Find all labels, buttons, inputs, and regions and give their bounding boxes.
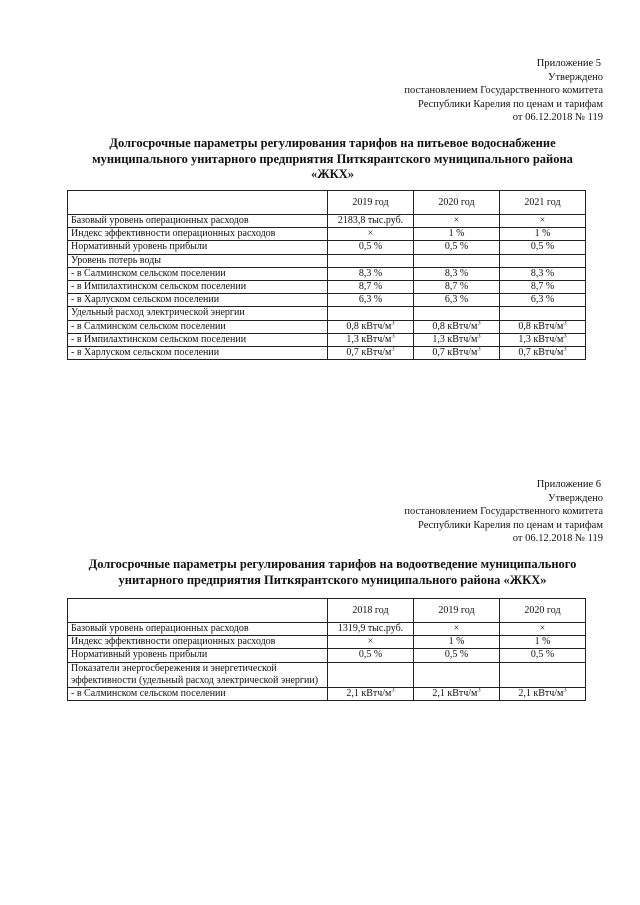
row-label: Базовый уровень операционных расходов: [68, 215, 328, 228]
cubic-superscript: 3: [563, 687, 567, 694]
table-row: [68, 280, 586, 293]
cell-value: 1319,9 тыс.руб.: [328, 623, 414, 636]
title-line: унитарного предприятия Питкярантского муниципального района «ЖКХ»: [118, 572, 547, 587]
value-text: 2,1 кВтч/м: [432, 687, 478, 699]
value-text: 0,7 кВтч/м: [518, 346, 564, 358]
cell-value: [414, 333, 500, 346]
value-text: 0,7 кВтч/м: [346, 346, 392, 358]
table-row: [68, 241, 586, 254]
cell-value: 8,7 %: [500, 280, 586, 293]
cell-value: 2183,8 тыс.руб.: [328, 215, 414, 228]
table-row: [68, 346, 586, 359]
cell-value: [328, 346, 414, 359]
header-year: 2019 год: [414, 599, 500, 623]
row-label: Индекс эффективности операционных расходов: [68, 636, 328, 649]
cell-value: 0,5 %: [328, 241, 414, 254]
table-row: [68, 687, 586, 700]
row-label: Нормативный уровень прибыли: [68, 649, 328, 662]
cell-value: [500, 320, 586, 333]
cell-value: 8,7 %: [414, 280, 500, 293]
table-row: [68, 649, 586, 662]
cell-value: 1 %: [500, 636, 586, 649]
row-label: - в Импилахтинском сельском поселении: [68, 333, 328, 346]
cell-value: [500, 662, 586, 687]
cell-value: [328, 307, 414, 320]
cell-value: ×: [500, 215, 586, 228]
cell-value: ×: [500, 623, 586, 636]
value-text: 2,1 кВтч/м: [518, 687, 564, 699]
row-label: Уровень потерь воды: [68, 254, 328, 267]
row-label: - в Салминском сельском поселении: [68, 267, 328, 280]
approval-authority-line1: постановлением Государственного комитета: [404, 506, 603, 517]
title-line: Долгосрочные параметры регулирования тарифов на водоотведение муниципального: [88, 557, 577, 571]
cell-value: [328, 320, 414, 333]
cell-value: 8,7 %: [328, 280, 414, 293]
title-line: муниципального унитарного предприятия Питкярантского муниципального района: [92, 151, 573, 166]
cell-value: 8,3 %: [500, 267, 586, 280]
cubic-superscript: 3: [391, 320, 395, 327]
cubic-superscript: 3: [477, 333, 481, 340]
row-label: Удельный расход электрической энергии: [68, 307, 328, 320]
cell-value: [414, 346, 500, 359]
header-empty-cell: [68, 599, 328, 623]
approval-date: от 06.12.2018 № 119: [512, 112, 603, 123]
table-row: [68, 215, 586, 228]
value-text: 1,3 кВтч/м: [432, 333, 478, 345]
cell-value: ×: [328, 636, 414, 649]
appendix-number: Приложение 6: [536, 479, 601, 490]
cell-value: [500, 333, 586, 346]
cubic-superscript: 3: [563, 333, 567, 340]
approved-label: Утверждено: [548, 492, 603, 504]
cell-value: 6,3 %: [414, 294, 500, 307]
cell-value: [500, 687, 586, 700]
cell-value: [328, 333, 414, 346]
table-row: [68, 636, 586, 649]
cell-value: 1 %: [500, 228, 586, 241]
cell-value: 6,3 %: [500, 294, 586, 307]
cubic-superscript: 3: [477, 687, 481, 694]
cubic-superscript: 3: [477, 320, 481, 327]
cubic-superscript: 3: [563, 346, 567, 353]
cell-value: [414, 687, 500, 700]
cell-value: ×: [414, 623, 500, 636]
row-label: Базовый уровень операционных расходов: [68, 623, 328, 636]
table-row: [68, 267, 586, 280]
header-year: 2020 год: [500, 599, 586, 623]
cell-value: [328, 254, 414, 267]
header-year: 2019 год: [328, 191, 414, 215]
row-label: - в Салминском сельском поселении: [68, 320, 328, 333]
value-text: 0,8 кВтч/м: [432, 320, 478, 332]
cell-value: 8,3 %: [414, 267, 500, 280]
table-row: [68, 623, 586, 636]
table-row: [68, 307, 586, 320]
table-header-row: [68, 599, 586, 623]
value-text: 2,1 кВтч/м: [346, 687, 392, 699]
cell-value: 0,5 %: [500, 649, 586, 662]
cell-value: 0,5 %: [414, 649, 500, 662]
appendix-number: Приложение 5: [536, 58, 601, 69]
cubic-superscript: 3: [391, 687, 395, 694]
row-label: Показатели энергосбережения и энергетической эффективности (удельный расход электрической энергии): [68, 662, 328, 687]
cell-value: [414, 320, 500, 333]
approved-label: Утверждено: [548, 71, 603, 83]
row-label: Нормативный уровень прибыли: [68, 241, 328, 254]
table-row: [68, 294, 586, 307]
appendix-6-parameters-table: [67, 598, 586, 701]
cell-value: [500, 346, 586, 359]
approval-date: от 06.12.2018 № 119: [512, 533, 603, 544]
cell-value: 1 %: [414, 228, 500, 241]
cubic-superscript: 3: [391, 346, 395, 353]
table-row: [68, 333, 586, 346]
cell-value: [414, 254, 500, 267]
cell-value: [414, 662, 500, 687]
header-year: 2018 год: [328, 599, 414, 623]
cell-value: ×: [414, 215, 500, 228]
appendix-6-title: [60, 557, 605, 588]
approval-authority-line2: Республики Карелия по ценам и тарифам: [418, 519, 603, 531]
cell-value: [328, 687, 414, 700]
row-label: - в Салминском сельском поселении: [68, 687, 328, 700]
appendix-5-parameters-table: [67, 190, 586, 360]
cell-value: 8,3 %: [328, 267, 414, 280]
cubic-superscript: 3: [477, 346, 481, 353]
cubic-superscript: 3: [563, 320, 567, 327]
table-header-row: [68, 191, 586, 215]
cell-value: 0,5 %: [328, 649, 414, 662]
header-empty-cell: [68, 191, 328, 215]
value-text: 1,3 кВтч/м: [518, 333, 564, 345]
table-row: [68, 254, 586, 267]
cell-value: [328, 662, 414, 687]
cell-value: [500, 307, 586, 320]
cell-value: [414, 307, 500, 320]
approval-authority-line2: Республики Карелия по ценам и тарифам: [418, 98, 603, 110]
appendix-5-title: [60, 136, 605, 183]
row-label: - в Импилахтинском сельском поселении: [68, 280, 328, 293]
table-row: [68, 228, 586, 241]
header-year: 2021 год: [500, 191, 586, 215]
row-label: Индекс эффективности операционных расходов: [68, 228, 328, 241]
appendix-6-approval-block: [404, 478, 603, 546]
title-line: Долгосрочные параметры регулирования тарифов на питьевое водоснабжение: [109, 136, 556, 150]
row-label: - в Харлуском сельском поселении: [68, 294, 328, 307]
value-text: 0,8 кВтч/м: [346, 320, 392, 332]
table-row: [68, 662, 586, 687]
cell-value: 1 %: [414, 636, 500, 649]
cubic-superscript: 3: [391, 333, 395, 340]
cell-value: 0,5 %: [500, 241, 586, 254]
title-line: «ЖКХ»: [311, 167, 354, 181]
table-row: [68, 320, 586, 333]
cell-value: 6,3 %: [328, 294, 414, 307]
row-label: - в Харлуском сельском поселении: [68, 346, 328, 359]
cell-value: [500, 254, 586, 267]
cell-value: 0,5 %: [414, 241, 500, 254]
approval-authority-line1: постановлением Государственного комитета: [404, 85, 603, 96]
value-text: 1,3 кВтч/м: [346, 333, 392, 345]
value-text: 0,7 кВтч/м: [432, 346, 478, 358]
cell-value: ×: [328, 228, 414, 241]
value-text: 0,8 кВтч/м: [518, 320, 564, 332]
appendix-5-approval-block: [404, 57, 603, 125]
header-year: 2020 год: [414, 191, 500, 215]
